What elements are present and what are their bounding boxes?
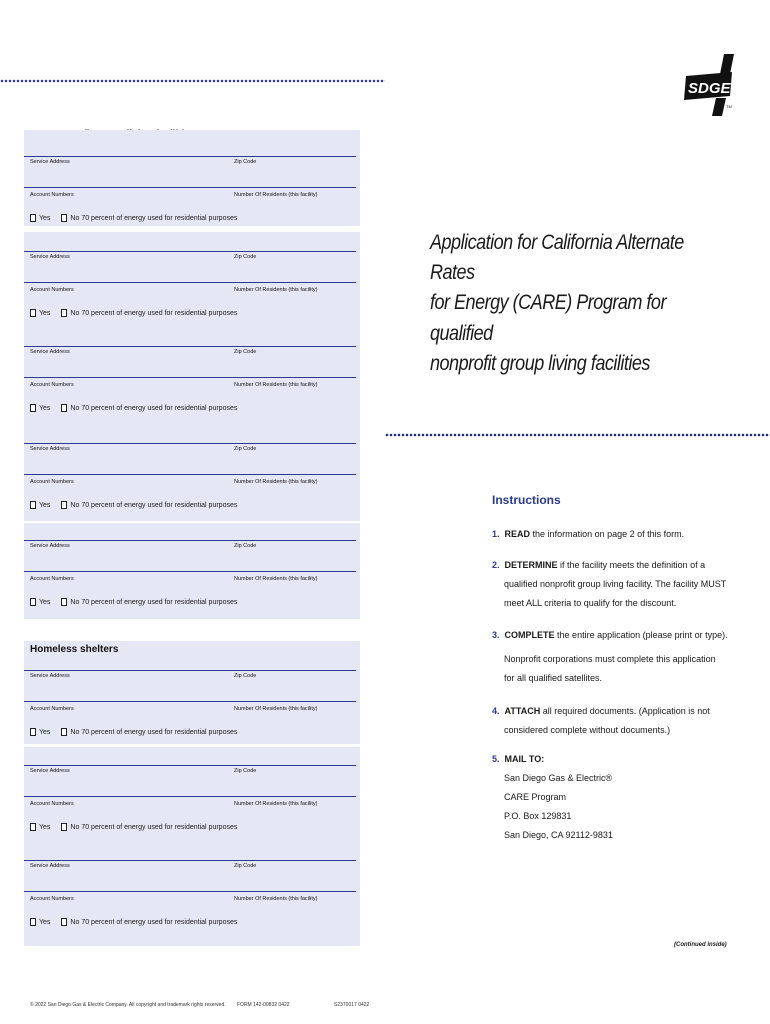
- mail-po-box: P.O. Box 129831: [504, 811, 572, 821]
- no-label: No 70 percent of energy used for residential purposes: [70, 918, 238, 926]
- yes-checkbox[interactable]: [30, 598, 36, 606]
- zip-code-label: Zip Code: [234, 673, 257, 679]
- yes-checkbox[interactable]: [30, 728, 36, 736]
- no-label: No 70 percent of energy used for residential purposes: [70, 404, 238, 412]
- residential-checkbox-row: [30, 728, 237, 736]
- yes-label: Yes: [39, 728, 51, 736]
- account-numbers-label: Account Numbers: [30, 382, 74, 388]
- dotted-rule-middle: [385, 433, 770, 437]
- residents-label: Number Of Residents (this facility): [234, 479, 318, 485]
- title-line-1: Application for California Alternate Rates: [430, 231, 684, 285]
- yes-label: Yes: [39, 404, 51, 412]
- zip-code-label: Zip Code: [234, 863, 257, 869]
- mail-city: San Diego, CA 92112-9831: [504, 830, 613, 840]
- yes-label: Yes: [39, 918, 51, 926]
- no-label: No 70 percent of energy used for residential purposes: [70, 598, 238, 606]
- shelters-section-title: Homeless shelters: [30, 644, 119, 655]
- account-line[interactable]: [24, 377, 356, 378]
- no-checkbox[interactable]: [61, 598, 67, 606]
- service-address-line[interactable]: [24, 443, 356, 444]
- service-address-line[interactable]: [24, 860, 356, 861]
- no-label: No 70 percent of energy used for residential purposes: [70, 823, 238, 831]
- service-address-label: Service Address: [30, 543, 70, 549]
- service-address-line[interactable]: [24, 251, 356, 252]
- service-address-line[interactable]: [24, 765, 356, 766]
- zip-code-label: Zip Code: [234, 159, 257, 165]
- residential-checkbox-row: [30, 214, 237, 222]
- account-line[interactable]: [24, 796, 356, 797]
- dotted-rule-top: [0, 79, 385, 83]
- sdge-logo: [684, 52, 736, 118]
- yes-label: Yes: [39, 823, 51, 831]
- yes-checkbox[interactable]: [30, 501, 36, 509]
- service-address-label: Service Address: [30, 768, 70, 774]
- account-numbers-label: Account Numbers: [30, 706, 74, 712]
- account-numbers-label: Account Numbers: [30, 896, 74, 902]
- account-line[interactable]: [24, 474, 356, 475]
- residents-label: Number Of Residents (this facility): [234, 382, 318, 388]
- service-address-label: Service Address: [30, 349, 70, 355]
- no-checkbox[interactable]: [61, 823, 67, 831]
- service-address-label: Service Address: [30, 673, 70, 679]
- title-line-2: for Energy (CARE) Program for qualified: [430, 291, 666, 345]
- no-checkbox[interactable]: [61, 309, 67, 317]
- continued-inside: (Continued inside): [674, 942, 727, 948]
- zip-code-label: Zip Code: [234, 254, 257, 260]
- account-numbers-label: Account Numbers: [30, 479, 74, 485]
- facility-panel: [24, 747, 360, 851]
- instruction-step-2: 2. DETERMINE if the facility meets the definition of a qualified nonprofit group living facility. The facility MUST meet ALL criteria to qualify for the discount.: [492, 560, 727, 608]
- instruction-step-4: 4. ATTACH all required documents. (Application is not considered complete without documents.): [492, 706, 710, 735]
- yes-checkbox[interactable]: [30, 214, 36, 222]
- service-address-label: Service Address: [30, 446, 70, 452]
- zip-code-label: Zip Code: [234, 349, 257, 355]
- no-checkbox[interactable]: [61, 918, 67, 926]
- account-numbers-label: Account Numbers: [30, 192, 74, 198]
- no-checkbox[interactable]: [61, 728, 67, 736]
- account-line[interactable]: [24, 701, 356, 702]
- zip-code-label: Zip Code: [234, 768, 257, 774]
- form-title: [430, 228, 714, 379]
- residential-checkbox-row: [30, 598, 237, 606]
- yes-checkbox[interactable]: [30, 309, 36, 317]
- service-address-line[interactable]: [24, 540, 356, 541]
- logo-text: SDGE: [688, 80, 731, 97]
- instruction-step-1: 1. READ the information on page 2 of this form.: [492, 529, 685, 539]
- yes-label: Yes: [39, 309, 51, 317]
- no-label: No 70 percent of energy used for residential purposes: [70, 214, 238, 222]
- no-label: No 70 percent of energy used for residential purposes: [70, 501, 238, 509]
- yes-checkbox[interactable]: [30, 823, 36, 831]
- service-address-line[interactable]: [24, 346, 356, 347]
- yes-checkbox[interactable]: [30, 404, 36, 412]
- no-checkbox[interactable]: [61, 404, 67, 412]
- service-address-label: Service Address: [30, 159, 70, 165]
- yes-label: Yes: [39, 598, 51, 606]
- residents-label: Number Of Residents (this facility): [234, 896, 318, 902]
- account-line[interactable]: [24, 571, 356, 572]
- service-address-line[interactable]: [24, 670, 356, 671]
- mail-program: CARE Program: [504, 792, 567, 802]
- residential-checkbox-row: [30, 918, 237, 926]
- footer-form-number: FORM 142-00832 0422: [237, 1002, 290, 1008]
- yes-checkbox[interactable]: [30, 918, 36, 926]
- account-line[interactable]: [24, 891, 356, 892]
- residential-checkbox-row: [30, 404, 237, 412]
- account-line[interactable]: [24, 187, 356, 188]
- facility-panel: [24, 130, 360, 226]
- yes-label: Yes: [39, 501, 51, 509]
- service-address-line[interactable]: [24, 156, 356, 157]
- residential-checkbox-row: [30, 823, 237, 831]
- account-line[interactable]: [24, 282, 356, 283]
- zip-code-label: Zip Code: [234, 543, 257, 549]
- residents-label: Number Of Residents (this facility): [234, 706, 318, 712]
- footer-copyright: © 2022 San Diego Gas & Electric Company. All copyright and trademark rights reserved.: [30, 1002, 226, 1008]
- yes-label: Yes: [39, 214, 51, 222]
- service-address-label: Service Address: [30, 863, 70, 869]
- account-numbers-label: Account Numbers: [30, 287, 74, 293]
- no-checkbox[interactable]: [61, 501, 67, 509]
- title-line-3: nonprofit group living facilities: [430, 351, 650, 375]
- residential-checkbox-row: [30, 309, 237, 317]
- instruction-step-5: 5. MAIL TO: San Diego Gas & Electric® CARE Program P.O. Box 129831 San Diego, CA 92112-9831: [492, 750, 732, 845]
- account-numbers-label: Account Numbers: [30, 801, 74, 807]
- residents-label: Number Of Residents (this facility): [234, 801, 318, 807]
- zip-code-label: Zip Code: [234, 446, 257, 452]
- account-numbers-label: Account Numbers: [30, 576, 74, 582]
- mail-company: San Diego Gas & Electric®: [504, 773, 613, 783]
- residents-label: Number Of Residents (this facility): [234, 287, 318, 293]
- no-label: No 70 percent of energy used for residential purposes: [70, 309, 238, 317]
- instruction-step-3: 3. COMPLETE the entire application (please print or type). Nonprofit corporations must complete this application for all qualified satellites.: [492, 630, 728, 683]
- instructions-heading: Instructions: [492, 493, 561, 507]
- logo-tm: TM: [726, 104, 732, 109]
- residents-label: Number Of Residents (this facility): [234, 576, 318, 582]
- residents-label: Number Of Residents (this facility): [234, 192, 318, 198]
- footer-code: S2370017 0422: [334, 1002, 370, 1008]
- service-address-label: Service Address: [30, 254, 70, 260]
- facility-panel: [24, 842, 360, 946]
- no-checkbox[interactable]: [61, 214, 67, 222]
- no-label: No 70 percent of energy used for residential purposes: [70, 728, 238, 736]
- residential-checkbox-row: [30, 501, 237, 509]
